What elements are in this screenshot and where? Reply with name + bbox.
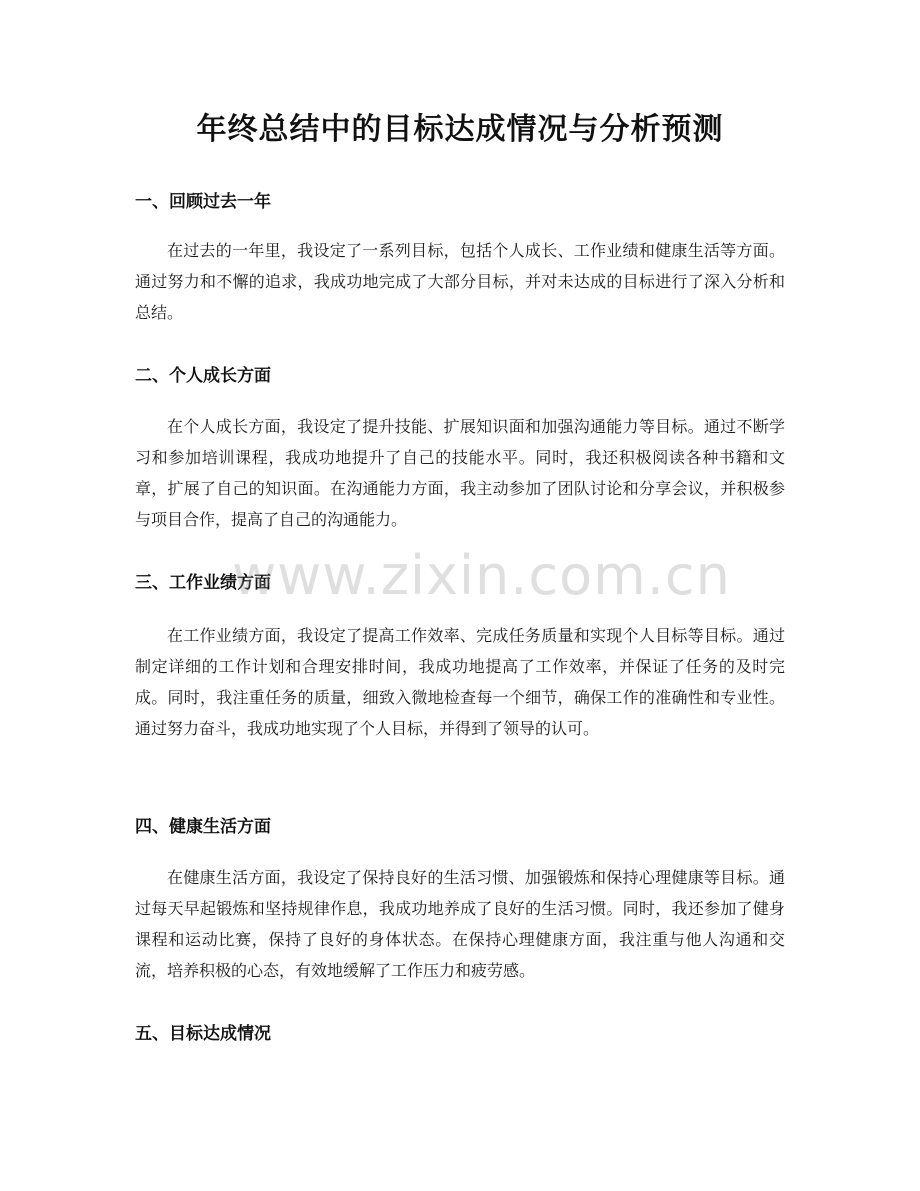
section-paragraph-work-performance: 在工作业绩方面，我设定了提高工作效率、完成任务质量和实现个人目标等目标。通过制定详细的工作计划和合理安排时间，我成功地提高了工作效率，并保证了任务的及时完成。同时，我注重任务的质量，细致入微地检查每一个细节，确保工作的准确性和专业性。通过努力奋斗，我成功地实现了个人目标，并得到了领导的认可。 [135, 626, 785, 738]
watermark-text: www.zixin.com.cn [232, 544, 731, 607]
section-heading-healthy-living: 四、健康生活方面 [135, 817, 271, 837]
section-heading-personal-growth: 二、个人成长方面 [135, 366, 271, 386]
section-paragraph-review: 在过去的一年里，我设定了一系列目标，包括个人成长、工作业绩和健康生活等方面。通过努力和不懈的追求，我成功地完成了大部分目标，并对未达成的目标进行了深入分析和总结。 [135, 241, 785, 322]
section-heading-review: 一、回顾过去一年 [135, 192, 271, 212]
section-heading-work-performance: 三、工作业绩方面 [135, 573, 271, 593]
section-heading-goal-achievement: 五、目标达成情况 [135, 1024, 271, 1044]
document-title: 年终总结中的目标达成情况与分析预测 [196, 112, 724, 147]
section-paragraph-personal-growth: 在个人成长方面，我设定了提升技能、扩展知识面和加强沟通能力等目标。通过不断学习和参加培训课程，我成功地提升了自己的技能水平。同时，我还积极阅读各种书籍和文章，扩展了自己的知识面。在沟通能力方面，我主动参加了团队讨论和分享会议，并积极参与项目合作，提高了自己的沟通能力。 [135, 417, 785, 529]
section-paragraph-healthy-living: 在健康生活方面，我设定了保持良好的生活习惯、加强锻炼和保持心理健康等目标。通过每天早起锻炼和坚持规律作息，我成功地养成了良好的生活习惯。同时，我还参加了健身课程和运动比赛，保持了良好的身体状态。在保持心理健康方面，我注重与他人沟通和交流，培养积极的心态，有效地缓解了工作压力和疲劳感。 [135, 868, 785, 980]
